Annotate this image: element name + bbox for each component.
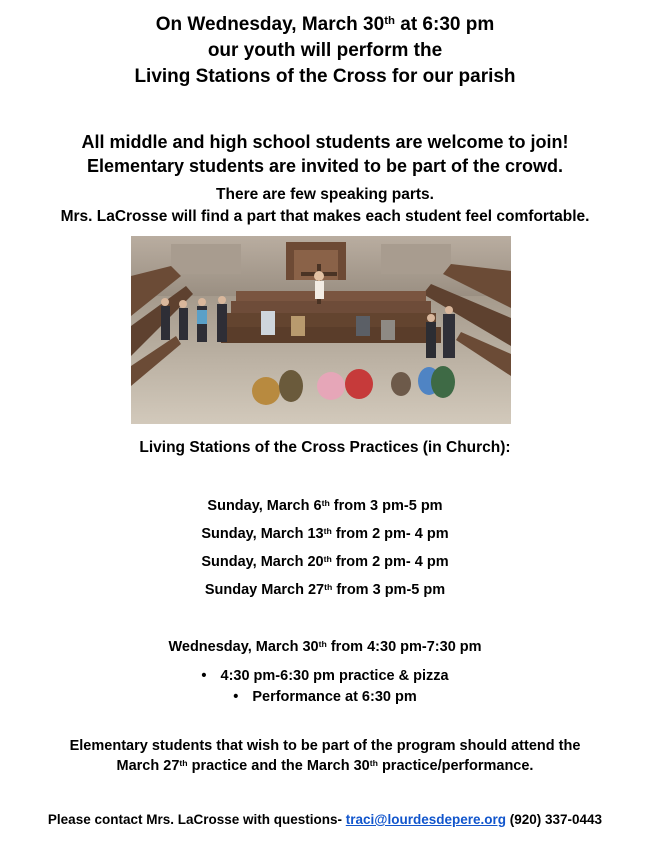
- elementary-note-line-1: Elementary students that wish to be part of the program should attend the: [69, 738, 581, 754]
- contact-phone: (920) 337-0443: [505, 812, 603, 827]
- list-item: • 4:30 pm-6:30 pm practice & pizza: [0, 666, 650, 687]
- sunday-practice-4: Sunday March 27th from 3 pm-5 pm: [204, 581, 446, 598]
- heading-line-3: Living Stations of the Cross for our parish: [134, 66, 516, 87]
- practices-title: Living Stations of the Cross Practices (in Church):: [139, 439, 511, 456]
- contact-line: [0, 811, 650, 829]
- email-link[interactable]: traci@lourdesdepere.org: [345, 812, 506, 827]
- parts-line-2: Mrs. LaCrosse will find a part that makes each student feel comfortable.: [60, 208, 590, 225]
- parts-line-1: There are few speaking parts.: [216, 186, 434, 203]
- elementary-note-line-2: March 27th practice and the March 30th practice/performance.: [116, 757, 534, 774]
- church-group-photo: [131, 236, 511, 424]
- welcome-line-1: All middle and high school students are welcome to join!: [81, 132, 569, 152]
- church-scene-illustration: [131, 236, 511, 424]
- speaking-parts-block: [0, 184, 650, 228]
- heading-line-1: On Wednesday, March 30th at 6:30 pm: [155, 14, 495, 35]
- wednesday-practice: Wednesday, March 30th from 4:30 pm-7:30 pm: [168, 638, 482, 655]
- wednesday-schedule-list: [0, 666, 650, 708]
- list-item: • Performance at 6:30 pm: [0, 687, 650, 708]
- heading-line-2: our youth will perform the: [207, 40, 443, 61]
- contact-text: Please contact Mrs. LaCrosse with questions-: [47, 812, 346, 827]
- sunday-practice-1: Sunday, March 6th from 3 pm-5 pm: [207, 497, 443, 514]
- elementary-note: [0, 736, 650, 776]
- welcome-block: [0, 130, 650, 178]
- welcome-line-2: Elementary students are invited to be part of the crowd.: [86, 156, 564, 176]
- sunday-practice-3: Sunday, March 20th from 2 pm- 4 pm: [201, 553, 449, 570]
- sunday-practice-2: Sunday, March 13th from 2 pm- 4 pm: [201, 525, 449, 542]
- event-heading: [0, 12, 650, 90]
